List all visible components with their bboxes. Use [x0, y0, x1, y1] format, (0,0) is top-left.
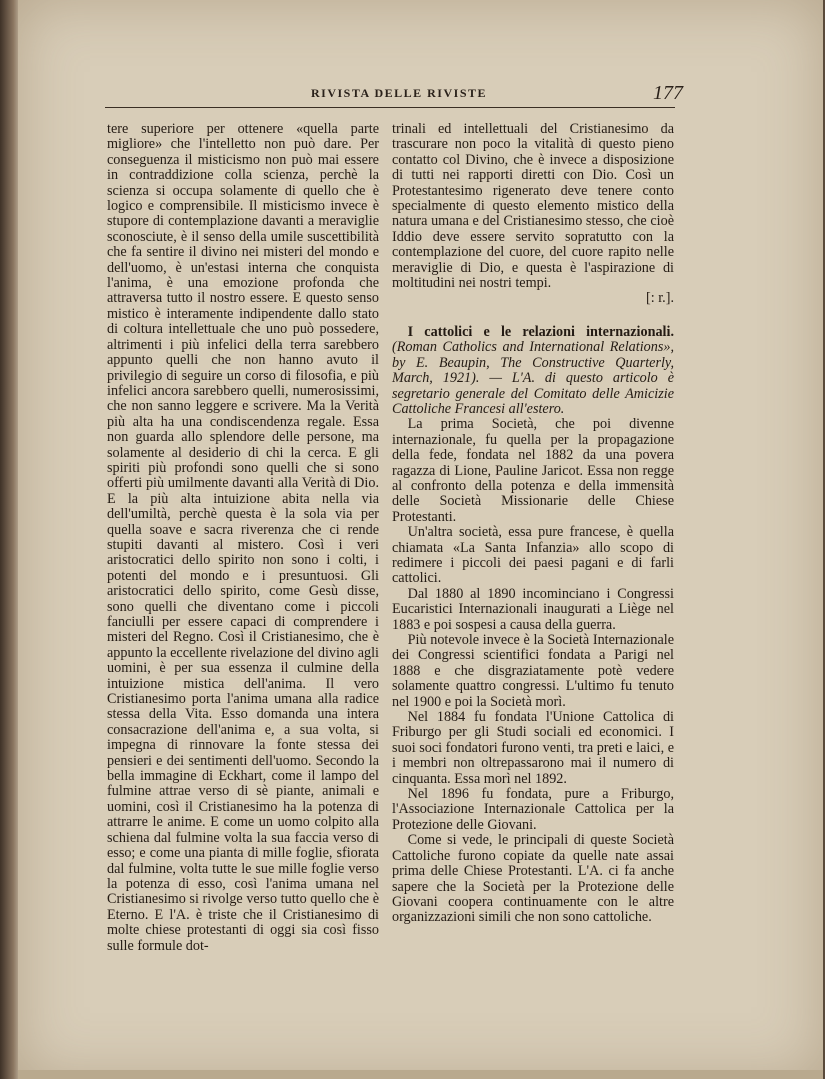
paragraph: Nel 1896 fu fondata, pure a Friburgo, l'Associazione Internazionale Cattolica per la Protezione delle Giovani. — [392, 786, 674, 833]
continuation-text: trinali ed intellettuali del Cristianesimo da trascurare non poco la vitalità di questo pieno contatto col Divino, che è invece a disposizione di tutti nei rapporti diretti con Dio. Così un Protestantesimo rigenerato deve tenere conto specialmente di questo elemento mistico della natura umana e del Cristianesimo stesso, che cioè Iddio deve essere servito sopratutto con la contemplazione del cuore, del cuore rapito nelle meraviglie di Dio, e questa è l'aspirazione di moltitudini nei nostri tempi. — [392, 121, 674, 292]
page-header — [105, 82, 683, 106]
right-column — [392, 122, 674, 926]
header-rule — [105, 107, 675, 108]
paragraph: Nel 1884 fu fondata l'Unione Cattolica di Friburgo per gli Studi sociali ed economici. I suoi soci fondatori furono venti, tra preti e laici, e i membri non oltrepassarono mai il numero di cinquanta. Essa morì nel 1892. — [392, 709, 674, 787]
left-column — [107, 122, 379, 954]
left-column-text: tere superiore per ottenere «quella parte migliore» che l'intelletto non può dare. Per conseguenza il misticismo non può mai essere in contraddizione colla scienza, perchè la scienza si occupa solamente di quello che è logico e comprensibile. Il misticismo invece è stupore di contemplazione davanti a meraviglie sconosciute, è il senso della umile suscettibilità che fa sentire il divino nei misteri del mondo e dell'uomo, è un'estasi interna che conquista l'anima, è una emozione profonda che attraversa tutto il nostro essere. E questo senso mistico è interamente indipendente dallo stato di coltura intellettuale che uno può possedere, altrimenti i più infelici della terra sarebbero appunto quelli che non hanno avuto il privilegio di seguire un corso di filosofia, e più infelici ancora sarebbero quelli, numerosissimi, che non sanno leggere e scrivere. Ma la Verità più alta ha una condiscendenza regale. Essa non guarda allo splendore delle persone, ma solamente al desiderio di chi la cerca. E gli spiriti più profondi sono quelli che si sono offerti più umilmente davanti alla Verità di Dio. E la più alta intuizione abita nella via dell'umiltà, perchè questa è la sola via per quella soave e sacra riverenza che ci rende stupiti davanti al mistero. Così i veri aristocratici dello spirito non sono i colti, i potenti del mondo e i presuntuosi. Gli aristocratici dello spirito, come Gesù disse, sono quelli che diventano come i piccoli fanciulli per essere capaci di comprendere i misteri del Regno. Così il Cristianesimo, che è appunto la eccellente rivelazione del divino agli uomini, è per sua essenza il culmine della intuizione mistica dell'anima. Il vero Cristianesimo porta l'anima umana alla radice stessa della Vita. Esso domanda una intera consacrazione dell'anima e, a sua volta, si impegna di rinnovare la fonte stessa dei pensieri e dei sentimenti dell'uomo. Secondo la bella immagine di Eckhart, come il lampo del fulmine attrae verso di sè piante, animali e uomini, così il Cristianesimo ha la potenza di attrarre le anime. E come un uomo colpito alla schiena dal fulmine volta la sua faccia verso di esso; e come una pianta di mille foglie, sfiorata dal fulmine, volta tutte le sue mille foglie verso la potenza di esso, così l'anima umana nel Cristianesimo si rivolge verso tutto quello che è Eterno. E l'A. è triste che il Cristianesimo di molte chiese protestanti di oggi sia così fisso sulle formule dot- — [107, 121, 379, 954]
paragraph: Più notevole invece è la Società Internazionale dei Congressi scientifici fondata a Parigi nel 1888 e che disgraziatamente potè vedere solamente quattro congressi. L'ultimo fu tenuto nel 1900 e poi la Società morì. — [392, 632, 674, 710]
article-title: I cattolici e le relazioni internazionali. — [407, 323, 674, 340]
running-title: RIVISTA DELLE RIVISTE — [311, 86, 487, 100]
page-bottom-edge — [18, 1070, 823, 1079]
paragraph: La prima Società, che poi divenne internazionale, fu quella per la propagazione della fede, fondata nel 1882 da una povera ragazza di Lione, Pauline Jaricot. Essa non regge al confronto della potenza e della immensità delle Società Missionarie delle Chiese Protestanti. — [392, 416, 674, 525]
paragraph: Un'altra società, essa pure francese, è quella chiamata «La Santa Infanzia» allo scopo di redimere i piccoli dei paesi pagani e di farli cattolici. — [392, 524, 674, 587]
article-source: (Roman Catholics and International Relations», by E. Beaupin, The Constructive Quarterly, March, 1921). — L'A. di questo articolo è segretario generale del Comitato delle Amicizie Cattoliche Francesi all'estero. — [392, 339, 674, 417]
author-signature: [: r.]. — [646, 290, 674, 307]
page-number: 177 — [653, 82, 683, 104]
paragraph: Dal 1880 al 1890 incominciano i Congressi Eucaristici Internazionali inaugurati a Liège nel 1883 e poi sospesi a causa della guerra. — [392, 585, 674, 633]
article-heading — [392, 325, 674, 417]
paragraph: Come si vede, le principali di queste Società Cattoliche furono copiate da quelle nate assai prima delle Chiese Protestanti. L'A. ci fa anche sapere che la Società per la Protezione delle Giovani coopera continuamente con le altre organizzazioni simili che non sono cattoliche. — [392, 832, 674, 926]
